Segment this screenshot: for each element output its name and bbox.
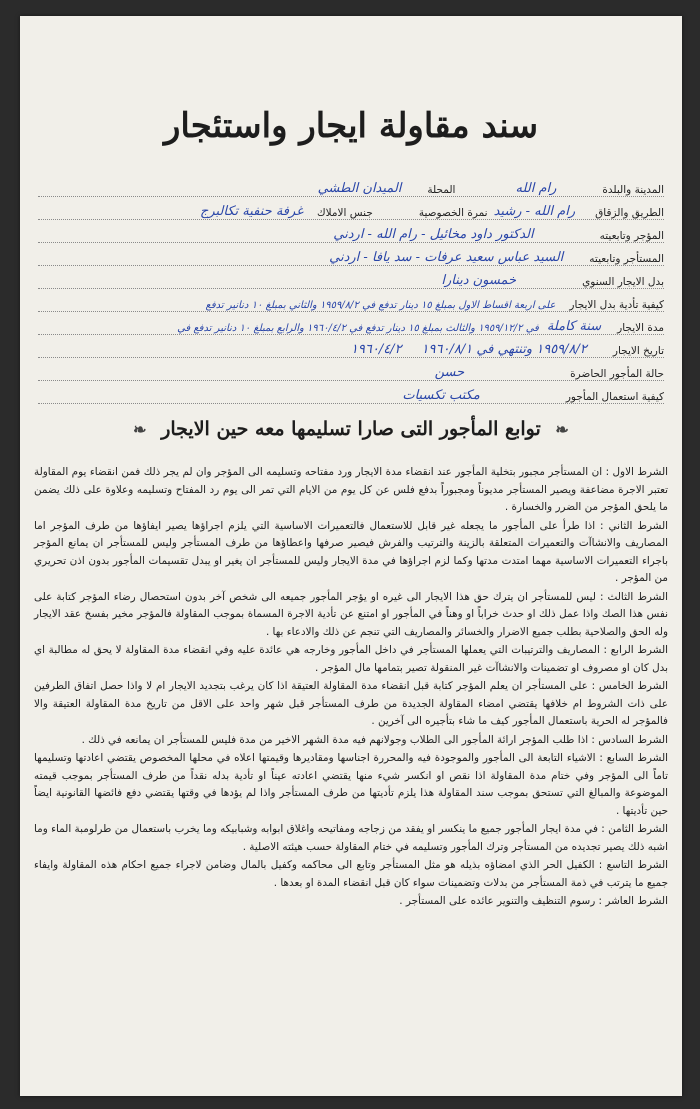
field-value: على اربعة اقساط الاول بمبلغ ١٥ دينار تدفع في ١٩٥٩/٨/٢ والثاني بمبلغ ١٠ دنانير تدفع [205,300,556,311]
section-title [20,418,682,440]
ornament-icon: ❧ [133,420,147,439]
field-label: المدينة والبلدة [602,184,664,196]
field-value: رام الله - رشيد [493,204,576,219]
field-value: ١٩٦٠/٤/٢ [350,342,402,357]
field-value: سنة كاملة [546,319,602,334]
field-label: كيفية تأدية بدل الايجار [569,299,664,311]
clause-7: الشرط السابع : الاشياء التابعة الى المأجور والموجودة فيه والمحررة اجناسها ومقاديرها وقيمتها اعلاه في محلها المخصوص يقتضي اعادتها وتسليمها تاماً الى المؤجر وفي ختام مدة المقاولة اذا نقص او انكسر شيء منها يقتضي اعادته عيناً او تأدية بدله نقداً من طرف المستأجر بموجب قيمته الموضوعة والمبالغ التي تستحق بموجب سند المقاولة هذا يلزم تأديتها من طرف المستأجر واذا لم يؤدها في وقتها يقتضي دفع فائضها القانونية ايضاً حين تأديتها . [34,752,668,817]
field-lease-duration [38,312,664,335]
field-label: تاريخ الايجار [612,345,664,357]
clause-10: الشرط العاشر : رسوم التنظيف والتنوير عائده على المستأجر . [399,895,668,907]
field-label: المحلة [427,184,456,196]
field-label: المستأجر وتابعيته [589,253,664,265]
field-value: رام الله [515,181,557,196]
field-label: كيفية استعمال المأجور [565,391,664,403]
field-tenant [38,243,664,266]
clause-1: الشرط الاول : ان المستأجر مجبور بتخلية المأجور عند انقضاء مدة الايجار ورد مفتاحه وتسليمه الى المؤجر وان لم يجر ذلك فمن انقضاء يوم المقاولة تعتبر الاجرة مضاعفة ويصير المستأجر مديوناً ومجبوراً بدفع فلس عن كل يوم من الايام التي تمر الى يوم رد المفتاح وتسليمه وعلاوة على ذلك يضمن ما يلحق المؤجر من الضرر والخسارة . [34,466,668,513]
field-label: نمرة الخصوصية [418,207,488,219]
field-annual-rent [38,266,664,289]
field-label: بدل الايجار السنوي [582,276,664,288]
field-value: ١٩٥٩/٨/٢ وتنتهي في ١٩٦٠/٨/١ [421,342,587,357]
field-property-use [38,381,664,404]
ornament-icon: ❧ [555,420,569,439]
field-label: جنس الاملاك [317,207,373,219]
contract-clauses [34,464,668,912]
field-street [38,197,664,220]
field-payment-method [38,289,664,312]
clause-8: الشرط الثامن : في مدة ايجار المأجور جميع ما ينكسر او يفقد من زجاجه ومفاتيحه واغلاق ابوابه وشبابيكه وما يخرب باستعمال من طرلومبة الماء وما اشبه ذلك يصير تجديده من المستأجر وترك المأجور وتسليمه في ختام المقاولة حسب هيئته الاصلية . [34,823,668,853]
field-value: الميدان الطشي [317,181,402,196]
field-value: مكتب تكسيات [402,388,480,403]
field-label: مدة الايجار [617,322,664,334]
field-label: المؤجر وتابعيته [599,230,664,242]
field-city [38,174,664,197]
field-value: خمسون دينارا [441,273,517,288]
field-landlord [38,220,664,243]
clause-3: الشرط الثالث : ليس للمستأجر ان يترك حق هذا الايجار الى غيره او يؤجر المأجور جميعه الى شخص آخر بدون استحصال رضاء المؤجر كتابة على نفس هذا الصك واذا عمل ذلك او حدث خراباً او وهناً في المأجور او امتنع عن تأدية الاجرة المسماة بموجب المقاولة فالمؤجر مخير بفسخ عقد الايجار وله الحق والصلاحية بطلب جميع الاضرار والخسائر والمصاريف التي تنجم عن ذلك والادعاء بها . [34,590,668,638]
field-label: الطريق والزقاق [595,207,664,219]
clause-6: الشرط السادس : اذا طلب المؤجر ارائة المأجور الى الطلاب وجولانهم فيه مدة الشهر الاخير من مدة فليس للمستأجر ان يمانعه في ذلك . [81,733,668,746]
field-value: غرفة حنفية تكالبرج [199,204,303,219]
field-value: حسن [434,365,465,380]
clause-5: الشرط الخامس : على المستأجر ان يعلم المؤجر كتابة قبل انقضاء مدة المقاولة العتيقة اذا كان يرغب بتجديد الايجار ام لا واذا حصل اتفاق الطرفين على ذات الشروط ام خلافها يقتضي امضاء المقاولة الجديدة من طرف المستأجر قبل شهر واحد على الاقل من تاريخ مدة المقاولة العتيقة والا فالمؤجر له الحرية باستعمال المأجور كيف ما شاء بتأجيره الى آخرين . [34,680,668,727]
clause-2: الشرط الثاني : اذا طرأ على المأجور ما يجعله غير قابل للاستعمال فالتعميرات الاساسية التي يلزم اجراؤها يصير ايفاؤها من طرف المؤجر اما المصاريف والانشاآت والتعميرات المتعلقة بالزينة والترتيب والفرش فيصير صرفها واعطاؤها من طرف المستأجر وليس للمستأجر ان يمانع المؤجر باجراء التعميرات الاساسية مهما امتدت مدتها وكما لزم اجراؤها في مدة الايجار وليس للمستأجر ان يغير او يبدل تقسيمات المأجور بدون اذن تحريري من المؤجر . [34,519,668,584]
clause-4: الشرط الرابع : المصاريف والترتيبات التي يعملها المستأجر في داخل المأجور وخارجه هي عائدة عليه وفي انقضاء مدة المقاولة لا يحق له مطالبة اي بدل كان او مصروف او تضمينات والانشاآت غير المنقولة تصير بتمامها مال المؤجر . [34,644,668,674]
field-value: السيد عباس سعيد عرفات - سد يافا - اردني [329,250,564,265]
contract-paper [20,16,682,1096]
field-label: حالة المأجور الحاضرة [570,368,664,380]
document-title: سند مقاولة ايجار واستئجار [163,106,539,146]
field-property-condition [38,358,664,381]
field-value: الدكتور داود مخائيل - رام الله - اردني [333,227,534,242]
section-title-text: توابع المأجور التى صارا تسليمها معه حين الايجار [161,418,541,440]
clause-9: الشرط التاسع : الكفيل الحر الذي امضاؤه بذيله هو مثل المستأجر وتابع الى محاكمه وكفيل بالمال وضامن لاجراء جميع احكام هذه المقاولة وايفاء جميع ما يترتب في ذمة المستأجر من بدلات وتضمينات سواء كان قبل انقضاء المدة او بعدها . [34,859,668,889]
field-lease-date [38,335,664,358]
field-value: في ١٩٥٩/١٢/٢ والثالث بمبلغ ١٥ دينار تدفع في ١٩٦٠/٤/٢ والرابع بمبلغ ١٠ دنانير تدفع في [177,323,539,334]
